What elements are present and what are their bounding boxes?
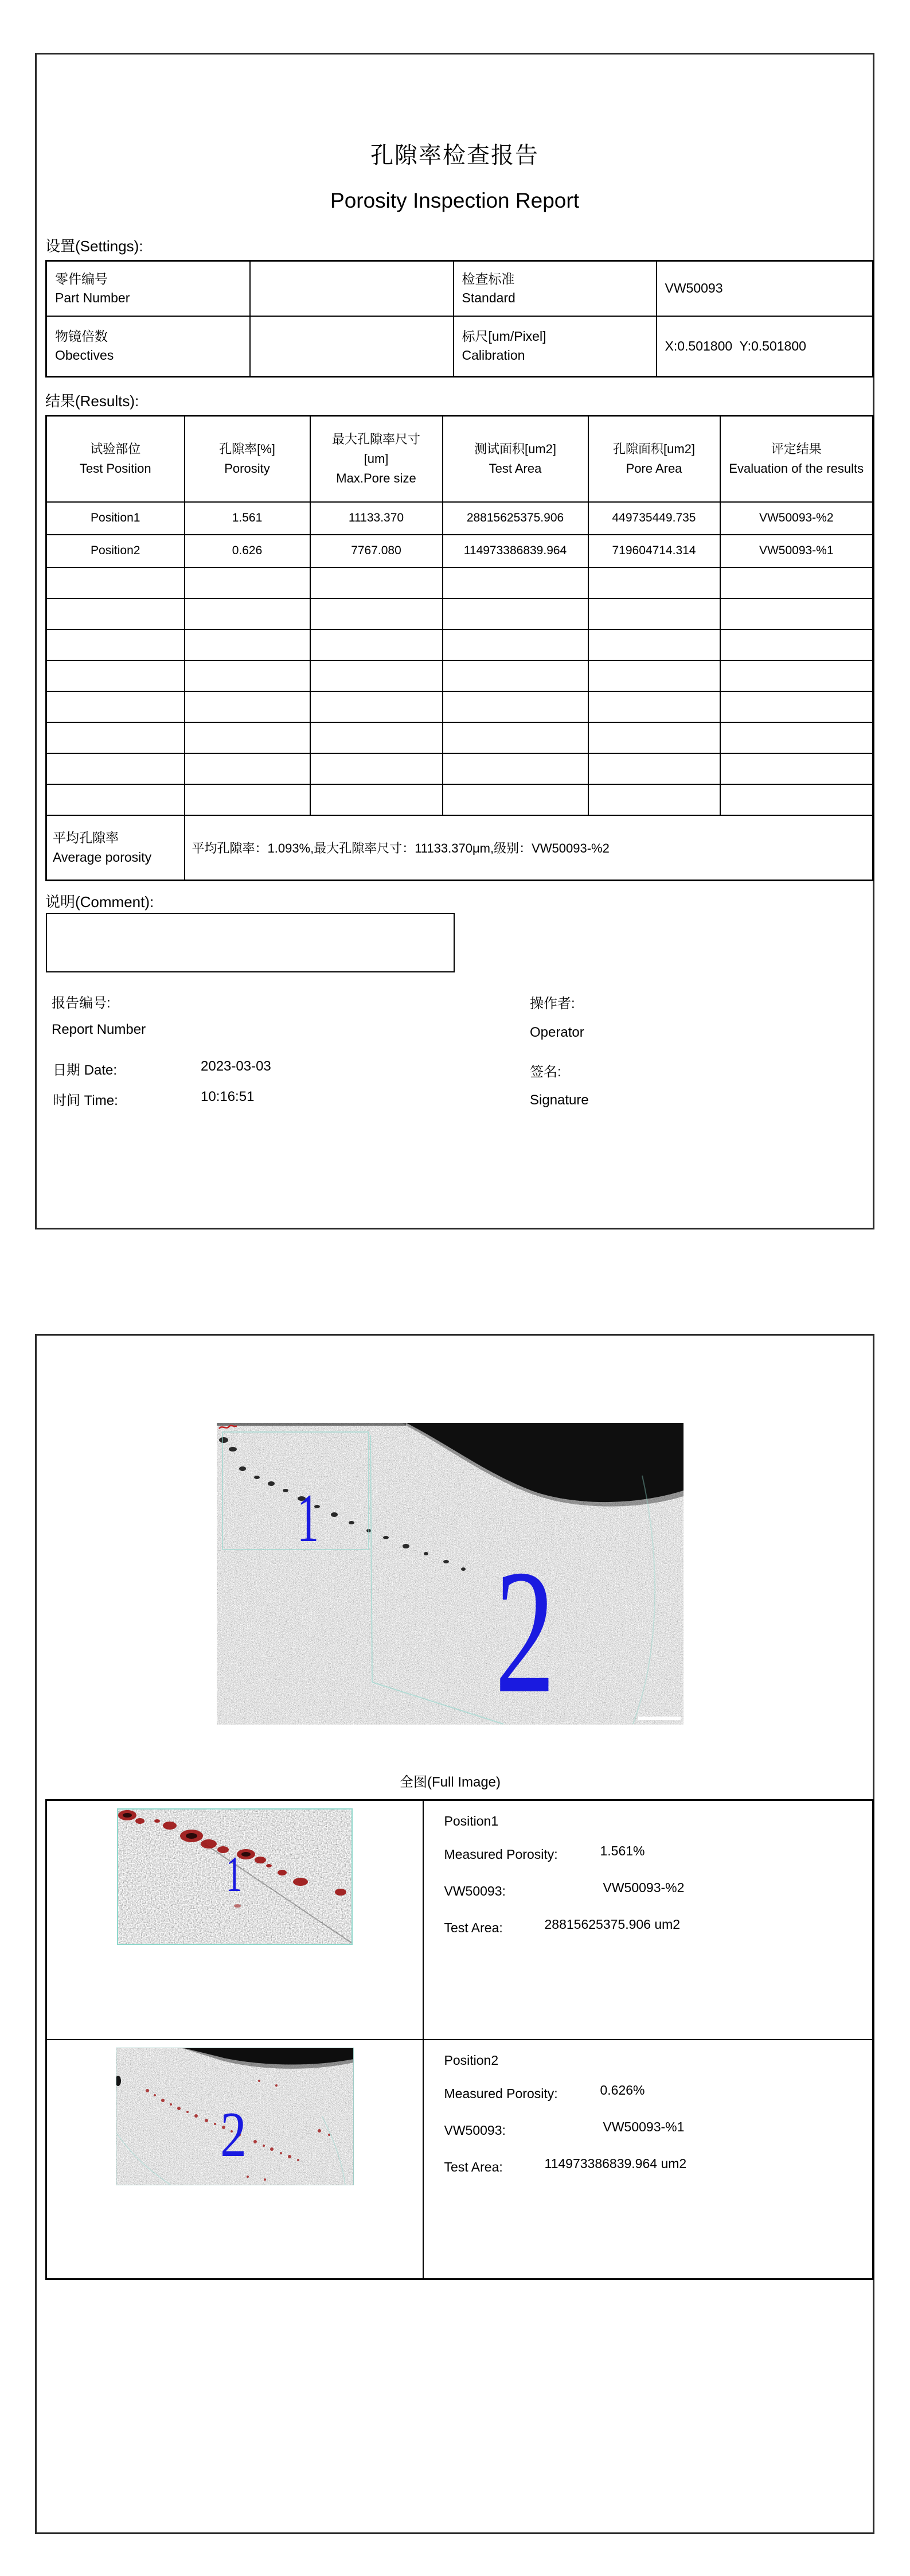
cell-porosity: 1.561 [185, 502, 310, 535]
header-zh: 孔隙面积[um2] [612, 441, 696, 456]
results-table [45, 415, 874, 881]
position1-micrograph [117, 1808, 353, 1945]
operator-label-en: Operator [530, 1025, 584, 1040]
cell-position: Position2 [46, 535, 185, 567]
test-area-label: Test Area: [444, 1920, 503, 1935]
empty-cell [720, 598, 873, 629]
standard-label: VW50093: [444, 2123, 506, 2138]
measured-porosity-value: 1.561% [600, 1843, 645, 1858]
empty-cell [720, 722, 873, 753]
empty-cell [46, 722, 185, 753]
results-header-row [46, 416, 873, 502]
results-empty-row [46, 660, 873, 691]
empty-cell [588, 660, 720, 691]
operator-label-zh: 操作者: [530, 996, 575, 1011]
empty-cell [46, 691, 185, 722]
empty-cell [720, 660, 873, 691]
specimen-top-edge [217, 1423, 406, 1426]
col-test-area [443, 416, 588, 502]
position2-row [46, 2040, 873, 2279]
cell-max-pore: 11133.370 [310, 502, 443, 535]
empty-cell [443, 784, 588, 815]
results-empty-row [46, 567, 873, 598]
settings-section-label: 设置(Settings): [45, 238, 143, 255]
header-en: Evaluation of the results [729, 461, 864, 476]
position-name: Position1 [444, 1814, 499, 1828]
label-zh: 标尺[um/Pixel] [462, 329, 546, 344]
empty-cell [46, 598, 185, 629]
settings-value-part-number [250, 261, 454, 316]
full-image-micrograph [217, 1423, 684, 1725]
header-en: Test Position [79, 461, 151, 476]
empty-cell [185, 660, 310, 691]
measured-porosity-value: 0.626% [600, 2083, 645, 2098]
measured-porosity-label: Measured Porosity: [444, 1847, 558, 1862]
comment-section-label: 说明(Comment): [45, 893, 154, 910]
empty-cell [588, 753, 720, 784]
settings-label-standard [454, 261, 657, 316]
report-number-label-zh: 报告编号: [52, 995, 111, 1011]
col-test-position [46, 416, 185, 502]
cell-porosity: 0.626 [185, 535, 310, 567]
label-en: Part Number [55, 290, 130, 305]
comment-box [46, 913, 455, 972]
scale-bar [638, 1717, 681, 1720]
settings-value-objectives [250, 316, 454, 377]
cell-test-area: 28815625375.906 [443, 502, 588, 535]
label-zh: 零件编号 [55, 271, 108, 286]
cell-evaluation: VW50093-%2 [720, 502, 873, 535]
signature-label-zh: 签名: [530, 1064, 561, 1080]
empty-cell [310, 753, 443, 784]
position1-marker: 1 [225, 1847, 242, 1902]
col-max-pore-size [310, 416, 443, 502]
date-value: 2023-03-03 [201, 1059, 271, 1074]
empty-cell [310, 660, 443, 691]
test-area-value: 114973386839.964 um2 [544, 2156, 687, 2171]
label-en: Average porosity [53, 850, 152, 865]
header-zh: 试验部位 [90, 441, 141, 456]
settings-row [46, 261, 873, 316]
header-zh: 孔隙率[%] [219, 441, 275, 456]
standard-value: VW50093-%2 [603, 1880, 685, 1895]
results-average-row [46, 815, 873, 881]
region2-marker: 2 [495, 1534, 555, 1725]
position-details-table [45, 1799, 874, 2280]
report-number-label-en: Report Number [52, 1022, 146, 1037]
empty-cell [443, 567, 588, 598]
label-zh: 检查标准 [462, 271, 515, 286]
cell-position: Position1 [46, 502, 185, 535]
date-label: 日期 Date: [53, 1063, 118, 1078]
empty-cell [185, 691, 310, 722]
empty-cell [443, 753, 588, 784]
cell-max-pore: 7767.080 [310, 535, 443, 567]
results-empty-row [46, 722, 873, 753]
results-data-row-1 [46, 502, 873, 535]
average-porosity-summary: 平均孔隙率：1.093%,最大孔隙率尺寸：11133.370μm,级别：VW50093-%2 [185, 815, 873, 881]
label-zh: 平均孔隙率 [53, 830, 119, 846]
standard-value: VW50093-%1 [603, 2119, 685, 2134]
empty-cell [720, 567, 873, 598]
results-empty-row [46, 598, 873, 629]
cell-test-area: 114973386839.964 [443, 535, 588, 567]
empty-cell [443, 691, 588, 722]
settings-table [45, 260, 874, 378]
test-area-value: 28815625375.906 um2 [544, 1917, 681, 1932]
cell-evaluation: VW50093-%1 [720, 535, 873, 567]
settings-label-objectives [46, 316, 250, 377]
header-zh: 评定结果 [771, 441, 822, 456]
empty-cell [46, 629, 185, 660]
settings-label-part-number [46, 261, 250, 316]
empty-cell [588, 567, 720, 598]
empty-cell [310, 598, 443, 629]
results-empty-row [46, 691, 873, 722]
report-title-en: Porosity Inspection Report [330, 189, 579, 212]
signature-label-en: Signature [530, 1092, 589, 1108]
results-section-label: 结果(Results): [45, 392, 139, 410]
empty-cell [588, 691, 720, 722]
region1-marker: 1 [297, 1480, 319, 1556]
position2-marker: 2 [220, 2099, 247, 2170]
header-en: Max.Pore size [336, 470, 416, 485]
report-title-zh: 孔隙率检查报告 [370, 143, 539, 168]
settings-value-calibration: X:0.501800 Y:0.501800 [657, 316, 873, 377]
empty-cell [185, 629, 310, 660]
header-en: Pore Area [626, 461, 682, 476]
position1-row [46, 1800, 873, 2040]
position2-micrograph [116, 2048, 354, 2185]
label-en: Calibration [462, 348, 525, 363]
col-porosity [185, 416, 310, 502]
empty-cell [588, 784, 720, 815]
position2-image-cell [46, 2040, 423, 2279]
empty-cell [720, 753, 873, 784]
empty-cell [310, 629, 443, 660]
measured-porosity-label: Measured Porosity: [444, 2086, 558, 2101]
empty-cell [46, 567, 185, 598]
empty-cell [588, 722, 720, 753]
empty-cell [46, 660, 185, 691]
page-2 [35, 1334, 874, 2534]
col-pore-area [588, 416, 720, 502]
label-en: Obectives [55, 348, 114, 363]
page-1 [35, 53, 874, 1229]
time-value: 10:16:51 [201, 1089, 255, 1104]
full-image-label: 全图(Full Image) [399, 1775, 501, 1790]
settings-value-standard: VW50093 [657, 261, 873, 316]
header-en: Porosity [224, 461, 270, 476]
empty-cell [588, 629, 720, 660]
empty-cell [185, 598, 310, 629]
header-zh: 最大孔隙率尺寸 [331, 431, 420, 446]
results-empty-row [46, 784, 873, 815]
label-en: Standard [462, 290, 515, 305]
position-name: Position2 [444, 2053, 499, 2068]
empty-cell [185, 753, 310, 784]
col-evaluation [720, 416, 873, 502]
empty-cell [443, 598, 588, 629]
header-unit: [um] [364, 451, 389, 466]
results-data-row-2 [46, 535, 873, 567]
empty-cell [310, 691, 443, 722]
settings-row [46, 316, 873, 377]
results-empty-row [46, 629, 873, 660]
header-zh: 测试面积[um2] [474, 441, 557, 456]
empty-cell [46, 784, 185, 815]
position1-info-cell [423, 1800, 873, 2040]
position2-info-cell [423, 2040, 873, 2279]
label-zh: 物镜倍数 [55, 329, 108, 344]
empty-cell [720, 629, 873, 660]
cell-pore-area: 449735449.735 [588, 502, 720, 535]
cell-pore-area: 719604714.314 [588, 535, 720, 567]
empty-cell [443, 722, 588, 753]
test-area-label: Test Area: [444, 2159, 503, 2174]
empty-cell [443, 629, 588, 660]
position1-image-cell [46, 1800, 423, 2040]
empty-cell [46, 753, 185, 784]
empty-cell [720, 784, 873, 815]
time-label: 时间 Time: [53, 1093, 118, 1108]
results-empty-row [46, 753, 873, 784]
header-en: Test Area [489, 461, 542, 476]
average-porosity-label [46, 815, 185, 881]
empty-cell [720, 691, 873, 722]
empty-cell [310, 567, 443, 598]
empty-cell [310, 722, 443, 753]
settings-label-calibration [454, 316, 657, 377]
empty-cell [443, 660, 588, 691]
empty-cell [588, 598, 720, 629]
empty-cell [185, 567, 310, 598]
empty-cell [185, 722, 310, 753]
standard-label: VW50093: [444, 1884, 506, 1898]
empty-cell [185, 784, 310, 815]
empty-cell [310, 784, 443, 815]
